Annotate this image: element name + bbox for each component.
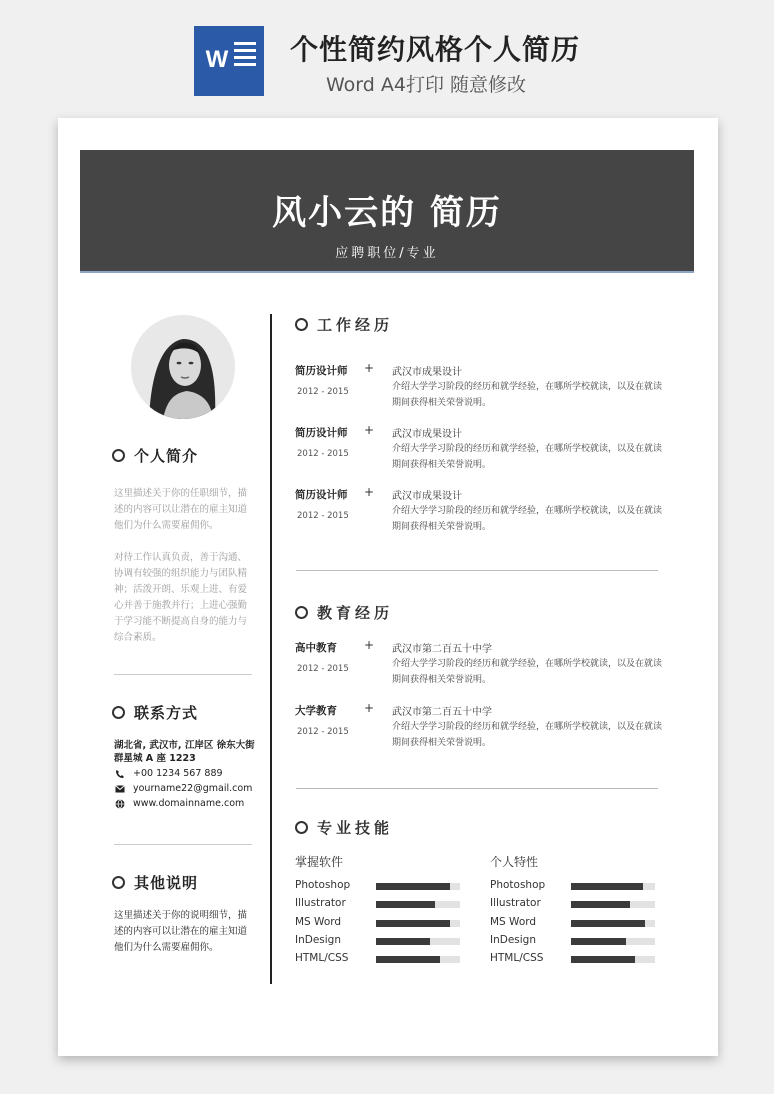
skill-bar (376, 956, 460, 963)
contact-email[interactable]: yourname22@gmail.com (114, 783, 252, 794)
contact-website[interactable]: www.domainname.com (114, 798, 244, 809)
phone-icon (114, 768, 125, 779)
skill-bar-fill (571, 920, 645, 927)
skill-row (295, 934, 465, 948)
skill-bar-fill (571, 883, 643, 890)
skill-name: MS Word (490, 915, 537, 928)
word-app-icon (194, 26, 264, 96)
intro-heading: 个人简介 (112, 445, 198, 466)
skill-bar-fill (571, 956, 635, 963)
work-heading: 工作经历 (295, 314, 393, 335)
skill-bar (571, 938, 655, 945)
skill-bar (571, 956, 655, 963)
contact-heading: 联系方式 (112, 702, 198, 723)
circle-icon (112, 706, 125, 719)
circle-icon (295, 821, 308, 834)
skill-bar (571, 883, 655, 890)
skill-name: Photoshop (490, 879, 546, 891)
skill-name: InDesign (490, 933, 537, 946)
skill-row (295, 897, 465, 911)
skill-bar (376, 901, 460, 908)
circle-icon (112, 876, 125, 889)
skill-bar-fill (376, 901, 435, 908)
traits-title: 个人特性 (490, 855, 539, 869)
skill-name: Photoshop (295, 879, 351, 891)
work-entry: 简历设计师 + 2012 - 2015 武汉市成果设计 介绍大学学习阶段的经历和就学经验，在哪所学校就读，以及在就读期间获得相关荣誉说明。 (295, 361, 663, 408)
skill-bar-fill (571, 938, 626, 945)
word-lines-icon (234, 42, 256, 70)
resume-position: 应聘职位/专业 (335, 246, 439, 261)
plus-icon: + (364, 361, 375, 375)
skill-row (490, 934, 660, 948)
skill-row (490, 897, 660, 911)
skill-name: MS Word (295, 915, 342, 928)
skill-name: Illustrator (295, 897, 346, 910)
skill-row (295, 952, 465, 966)
word-letter: W (205, 46, 229, 73)
contact-phone: +00 1234 567 889 (114, 768, 223, 779)
other-paragraph: 这里描述关于你的说明细节，描述的内容可以让潜在的雇主知道他们为什么需要雇佣你。 (114, 910, 248, 953)
banner-title: 个性简约风格个人简历 (290, 33, 581, 66)
circle-icon (295, 318, 308, 331)
skill-row (490, 916, 660, 930)
education-entry: 大学教育 + 2012 - 2015 武汉市第二百五十中学 介绍大学学习阶段的经历和就学经验，在哪所学校就读，以及在就读期间获得相关荣誉说明。 (295, 701, 663, 748)
skill-bar (376, 938, 460, 945)
banner-subtitle: Word A4打印 随意修改 (326, 74, 527, 96)
circle-icon (295, 606, 308, 619)
other-heading: 其他说明 (112, 872, 198, 893)
skill-bar (376, 920, 460, 927)
skill-row (490, 952, 660, 966)
globe-icon (114, 798, 125, 809)
resume-page (58, 118, 718, 1056)
plus-icon: + (364, 701, 375, 715)
resume-name: 风小云的 简历 (272, 193, 502, 233)
skill-bar-fill (376, 920, 450, 927)
mail-icon (114, 783, 125, 794)
plus-icon: + (364, 485, 375, 499)
left-divider (114, 844, 252, 845)
skill-row (295, 879, 465, 893)
circle-icon (112, 449, 125, 462)
software-title: 掌握软件 (295, 855, 344, 869)
skill-bar (376, 883, 460, 890)
education-entry: 高中教育 + 2012 - 2015 武汉市第二百五十中学 介绍大学学习阶段的经历和就学经验，在哪所学校就读，以及在就读期间获得相关荣誉说明。 (295, 638, 663, 685)
right-divider (296, 788, 658, 789)
skill-bar-fill (376, 883, 450, 890)
skill-name: HTML/CSS (490, 952, 544, 965)
resume-header (80, 150, 694, 273)
work-entry: 简历设计师 + 2012 - 2015 武汉市成果设计 介绍大学学习阶段的经历和就学经验，在哪所学校就读，以及在就读期间获得相关荣誉说明。 (295, 423, 663, 470)
plus-icon: + (364, 423, 375, 437)
skill-row (295, 916, 465, 930)
skill-row (490, 879, 660, 893)
skill-name: HTML/CSS (295, 952, 349, 965)
avatar (131, 315, 235, 419)
skill-bar-fill (376, 956, 440, 963)
skill-bar (571, 901, 655, 908)
skill-name: InDesign (295, 933, 342, 946)
left-divider (114, 674, 252, 675)
right-divider (296, 570, 658, 571)
skill-name: Illustrator (490, 897, 541, 910)
skill-bar (571, 920, 655, 927)
plus-icon: + (364, 638, 375, 652)
top-banner (0, 0, 774, 110)
skills-heading: 专业技能 (295, 817, 393, 838)
education-heading: 教育经历 (295, 602, 393, 623)
intro-paragraph-1: 这里描述关于你的任职细节，描述的内容可以让潜在的雇主知道他们为什么需要雇佣你。 (114, 488, 248, 531)
avatar-photo-icon (131, 315, 235, 419)
intro-paragraph-2: 对待工作认真负责，善于沟通、协调有较强的组织能力与团队精神；活泼开朗、乐观上进、有爱心并善于施教并行；上进心强勤于学习能不断提高自身的能力与综合素质。 (114, 552, 248, 643)
column-divider (270, 314, 272, 984)
skill-bar-fill (376, 938, 430, 945)
contact-address: 湖北省, 武汉市, 江岸区 徐东大街群星城 A 座 1223 (114, 740, 255, 764)
work-entry: 简历设计师 + 2012 - 2015 武汉市成果设计 介绍大学学习阶段的经历和就学经验，在哪所学校就读，以及在就读期间获得相关荣誉说明。 (295, 485, 663, 532)
skill-bar-fill (571, 901, 630, 908)
